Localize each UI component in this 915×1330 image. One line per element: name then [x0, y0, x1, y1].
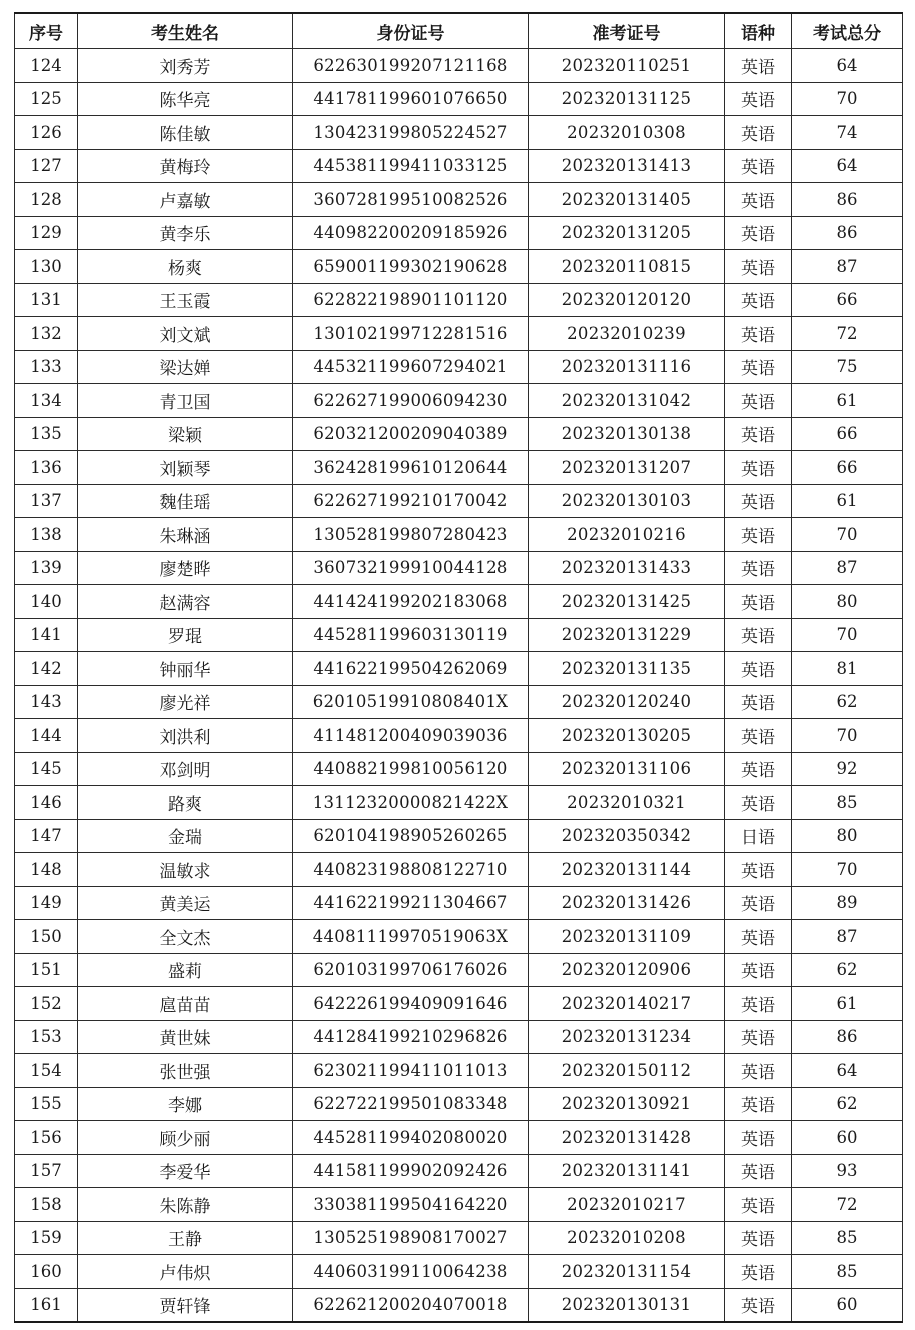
cell-ticket: 20232010216 [529, 518, 725, 552]
cell-seq: 134 [15, 384, 78, 418]
cell-ticket: 202320130921 [529, 1087, 725, 1121]
header-name: 考生姓名 [78, 13, 293, 49]
cell-ticket: 20232010321 [529, 786, 725, 820]
cell-score: 61 [792, 384, 903, 418]
cell-id-number: 441622199211304667 [293, 886, 529, 920]
cell-language: 英语 [725, 216, 792, 250]
table-row [15, 1255, 903, 1289]
cell-seq: 132 [15, 317, 78, 351]
cell-id-number: 411481200409039036 [293, 719, 529, 753]
cell-ticket: 202320150112 [529, 1054, 725, 1088]
cell-language: 英语 [725, 1121, 792, 1155]
cell-language: 英语 [725, 853, 792, 887]
cell-name: 邓剑明 [78, 752, 293, 786]
cell-language: 日语 [725, 819, 792, 853]
table-row [15, 1020, 903, 1054]
cell-seq: 161 [15, 1288, 78, 1322]
header-id-number: 身份证号 [293, 13, 529, 49]
cell-seq: 157 [15, 1154, 78, 1188]
table-row [15, 384, 903, 418]
cell-name: 刘颖琴 [78, 451, 293, 485]
table-row [15, 518, 903, 552]
cell-seq: 149 [15, 886, 78, 920]
cell-language: 英语 [725, 752, 792, 786]
cell-language: 英语 [725, 1221, 792, 1255]
table-row [15, 920, 903, 954]
cell-name: 王静 [78, 1221, 293, 1255]
cell-id-number: 622822198901101120 [293, 283, 529, 317]
cell-name: 黄梅玲 [78, 149, 293, 183]
cell-language: 英语 [725, 786, 792, 820]
cell-seq: 150 [15, 920, 78, 954]
table-row [15, 953, 903, 987]
table-row [15, 1288, 903, 1322]
cell-language: 英语 [725, 317, 792, 351]
cell-ticket: 20232010217 [529, 1188, 725, 1222]
cell-name: 廖光祥 [78, 685, 293, 719]
cell-language: 英语 [725, 82, 792, 116]
results-sheet [14, 12, 902, 1323]
cell-ticket: 202320131428 [529, 1121, 725, 1155]
table-row [15, 317, 903, 351]
cell-id-number: 622621200204070018 [293, 1288, 529, 1322]
cell-name: 梁颖 [78, 417, 293, 451]
table-row [15, 719, 903, 753]
cell-ticket: 202320131205 [529, 216, 725, 250]
cell-name: 贾轩锋 [78, 1288, 293, 1322]
cell-score: 87 [792, 250, 903, 284]
cell-language: 英语 [725, 1087, 792, 1121]
cell-id-number: 642226199409091646 [293, 987, 529, 1021]
cell-score: 85 [792, 1221, 903, 1255]
cell-score: 66 [792, 451, 903, 485]
header-language: 语种 [725, 13, 792, 49]
cell-ticket: 202320131109 [529, 920, 725, 954]
cell-id-number: 445381199411033125 [293, 149, 529, 183]
cell-id-number: 130528199807280423 [293, 518, 529, 552]
cell-id-number: 13112320000821422X [293, 786, 529, 820]
cell-seq: 128 [15, 183, 78, 217]
cell-score: 66 [792, 417, 903, 451]
cell-name: 青卫国 [78, 384, 293, 418]
cell-ticket: 202320120906 [529, 953, 725, 987]
cell-id-number: 620321200209040389 [293, 417, 529, 451]
cell-name: 扈苗苗 [78, 987, 293, 1021]
cell-ticket: 202320131426 [529, 886, 725, 920]
cell-language: 英语 [725, 551, 792, 585]
cell-seq: 156 [15, 1121, 78, 1155]
cell-name: 黄李乐 [78, 216, 293, 250]
cell-name: 黄世妹 [78, 1020, 293, 1054]
cell-name: 陈佳敏 [78, 116, 293, 150]
cell-seq: 160 [15, 1255, 78, 1289]
cell-seq: 130 [15, 250, 78, 284]
cell-ticket: 202320110251 [529, 49, 725, 83]
cell-seq: 152 [15, 987, 78, 1021]
cell-score: 62 [792, 685, 903, 719]
cell-ticket: 20232010239 [529, 317, 725, 351]
table-row [15, 551, 903, 585]
cell-score: 70 [792, 719, 903, 753]
cell-seq: 131 [15, 283, 78, 317]
cell-language: 英语 [725, 49, 792, 83]
cell-ticket: 202320130138 [529, 417, 725, 451]
cell-score: 70 [792, 518, 903, 552]
cell-score: 64 [792, 1054, 903, 1088]
cell-score: 62 [792, 1087, 903, 1121]
cell-seq: 137 [15, 484, 78, 518]
cell-score: 75 [792, 350, 903, 384]
cell-language: 英语 [725, 149, 792, 183]
table-row [15, 417, 903, 451]
cell-ticket: 202320120120 [529, 283, 725, 317]
cell-language: 英语 [725, 518, 792, 552]
table-row [15, 283, 903, 317]
cell-ticket: 202320131154 [529, 1255, 725, 1289]
table-row [15, 183, 903, 217]
table-row [15, 1121, 903, 1155]
cell-language: 英语 [725, 484, 792, 518]
cell-score: 70 [792, 853, 903, 887]
cell-id-number: 622722199501083348 [293, 1087, 529, 1121]
table-row [15, 652, 903, 686]
cell-seq: 154 [15, 1054, 78, 1088]
cell-name: 梁达婵 [78, 350, 293, 384]
cell-seq: 158 [15, 1188, 78, 1222]
cell-id-number: 362428199610120644 [293, 451, 529, 485]
cell-seq: 129 [15, 216, 78, 250]
cell-language: 英语 [725, 685, 792, 719]
cell-id-number: 441781199601076650 [293, 82, 529, 116]
table-row [15, 987, 903, 1021]
cell-name: 刘洪利 [78, 719, 293, 753]
cell-name: 路爽 [78, 786, 293, 820]
cell-seq: 136 [15, 451, 78, 485]
table-row [15, 618, 903, 652]
cell-seq: 125 [15, 82, 78, 116]
cell-name: 黄美运 [78, 886, 293, 920]
cell-name: 魏佳瑶 [78, 484, 293, 518]
cell-name: 钟丽华 [78, 652, 293, 686]
cell-name: 张世强 [78, 1054, 293, 1088]
cell-ticket: 202320131425 [529, 585, 725, 619]
cell-id-number: 130102199712281516 [293, 317, 529, 351]
cell-score: 70 [792, 82, 903, 116]
cell-seq: 141 [15, 618, 78, 652]
cell-score: 64 [792, 49, 903, 83]
table-row [15, 1087, 903, 1121]
cell-name: 刘文斌 [78, 317, 293, 351]
cell-seq: 144 [15, 719, 78, 753]
cell-name: 王玉霞 [78, 283, 293, 317]
cell-seq: 155 [15, 1087, 78, 1121]
cell-seq: 143 [15, 685, 78, 719]
cell-id-number: 441622199504262069 [293, 652, 529, 686]
table-row [15, 685, 903, 719]
header-seq: 序号 [15, 13, 78, 49]
table-body [15, 49, 903, 1323]
table-row [15, 1054, 903, 1088]
cell-id-number: 360732199910044128 [293, 551, 529, 585]
cell-ticket: 202320131229 [529, 618, 725, 652]
cell-score: 61 [792, 484, 903, 518]
cell-language: 英语 [725, 1255, 792, 1289]
cell-score: 81 [792, 652, 903, 686]
cell-score: 86 [792, 1020, 903, 1054]
cell-language: 英语 [725, 1154, 792, 1188]
cell-score: 74 [792, 116, 903, 150]
cell-seq: 146 [15, 786, 78, 820]
cell-seq: 126 [15, 116, 78, 150]
cell-ticket: 202320131116 [529, 350, 725, 384]
cell-language: 英语 [725, 116, 792, 150]
cell-id-number: 130525198908170027 [293, 1221, 529, 1255]
cell-ticket: 202320131433 [529, 551, 725, 585]
table-row [15, 1188, 903, 1222]
table-row [15, 149, 903, 183]
table-row [15, 585, 903, 619]
cell-name: 朱琳涵 [78, 518, 293, 552]
cell-language: 英语 [725, 953, 792, 987]
cell-id-number: 441581199902092426 [293, 1154, 529, 1188]
cell-ticket: 20232010208 [529, 1221, 725, 1255]
cell-language: 英语 [725, 920, 792, 954]
cell-score: 87 [792, 551, 903, 585]
cell-seq: 138 [15, 518, 78, 552]
cell-score: 86 [792, 183, 903, 217]
table-row [15, 1154, 903, 1188]
cell-ticket: 202320131405 [529, 183, 725, 217]
cell-name: 温敏求 [78, 853, 293, 887]
cell-ticket: 202320131141 [529, 1154, 725, 1188]
cell-seq: 135 [15, 417, 78, 451]
cell-score: 62 [792, 953, 903, 987]
cell-score: 72 [792, 1188, 903, 1222]
cell-id-number: 441284199210296826 [293, 1020, 529, 1054]
cell-seq: 151 [15, 953, 78, 987]
table-row [15, 786, 903, 820]
cell-id-number: 360728199510082526 [293, 183, 529, 217]
cell-seq: 145 [15, 752, 78, 786]
cell-seq: 127 [15, 149, 78, 183]
cell-score: 85 [792, 1255, 903, 1289]
table-row [15, 250, 903, 284]
cell-language: 英语 [725, 618, 792, 652]
cell-name: 金瑞 [78, 819, 293, 853]
cell-score: 66 [792, 283, 903, 317]
table-row [15, 886, 903, 920]
cell-name: 刘秀芳 [78, 49, 293, 83]
cell-name: 卢伟炽 [78, 1255, 293, 1289]
cell-seq: 139 [15, 551, 78, 585]
table-row [15, 82, 903, 116]
cell-language: 英语 [725, 183, 792, 217]
cell-id-number: 62010519910808401X [293, 685, 529, 719]
cell-score: 93 [792, 1154, 903, 1188]
cell-id-number: 440882199810056120 [293, 752, 529, 786]
cell-id-number: 620104198905260265 [293, 819, 529, 853]
cell-id-number: 622630199207121168 [293, 49, 529, 83]
cell-id-number: 445321199607294021 [293, 350, 529, 384]
cell-seq: 133 [15, 350, 78, 384]
header-score: 考试总分 [792, 13, 903, 49]
cell-language: 英语 [725, 1054, 792, 1088]
cell-score: 85 [792, 786, 903, 820]
cell-ticket: 202320350342 [529, 819, 725, 853]
cell-id-number: 622627199006094230 [293, 384, 529, 418]
cell-id-number: 440982200209185926 [293, 216, 529, 250]
cell-score: 72 [792, 317, 903, 351]
cell-score: 87 [792, 920, 903, 954]
cell-name: 全文杰 [78, 920, 293, 954]
cell-id-number: 440823198808122710 [293, 853, 529, 887]
cell-language: 英语 [725, 1288, 792, 1322]
cell-ticket: 202320120240 [529, 685, 725, 719]
cell-id-number: 445281199603130119 [293, 618, 529, 652]
cell-language: 英语 [725, 987, 792, 1021]
cell-name: 李爱华 [78, 1154, 293, 1188]
cell-ticket: 202320131234 [529, 1020, 725, 1054]
cell-language: 英语 [725, 350, 792, 384]
cell-ticket: 202320131106 [529, 752, 725, 786]
cell-seq: 148 [15, 853, 78, 887]
cell-seq: 147 [15, 819, 78, 853]
cell-name: 罗琨 [78, 618, 293, 652]
table-row [15, 451, 903, 485]
table-header [15, 13, 903, 49]
cell-seq: 124 [15, 49, 78, 83]
cell-seq: 153 [15, 1020, 78, 1054]
cell-language: 英语 [725, 250, 792, 284]
cell-seq: 159 [15, 1221, 78, 1255]
table-row [15, 853, 903, 887]
cell-language: 英语 [725, 1020, 792, 1054]
cell-name: 顾少丽 [78, 1121, 293, 1155]
cell-language: 英语 [725, 384, 792, 418]
cell-id-number: 622627199210170042 [293, 484, 529, 518]
table-row [15, 350, 903, 384]
table-row [15, 216, 903, 250]
cell-score: 60 [792, 1121, 903, 1155]
table-row [15, 49, 903, 83]
cell-ticket: 20232010308 [529, 116, 725, 150]
cell-score: 60 [792, 1288, 903, 1322]
cell-name: 李娜 [78, 1087, 293, 1121]
exam-results-table [14, 12, 903, 1323]
cell-ticket: 202320131207 [529, 451, 725, 485]
cell-name: 廖楚晔 [78, 551, 293, 585]
cell-id-number: 44081119970519063X [293, 920, 529, 954]
cell-score: 92 [792, 752, 903, 786]
cell-id-number: 130423199805224527 [293, 116, 529, 150]
cell-score: 70 [792, 618, 903, 652]
table-row [15, 752, 903, 786]
cell-name: 杨爽 [78, 250, 293, 284]
header-row [15, 13, 903, 49]
cell-language: 英语 [725, 652, 792, 686]
cell-language: 英语 [725, 719, 792, 753]
cell-ticket: 202320131135 [529, 652, 725, 686]
cell-seq: 142 [15, 652, 78, 686]
cell-language: 英语 [725, 451, 792, 485]
cell-language: 英语 [725, 886, 792, 920]
cell-ticket: 202320140217 [529, 987, 725, 1021]
cell-score: 80 [792, 585, 903, 619]
cell-ticket: 202320131042 [529, 384, 725, 418]
cell-id-number: 623021199411011013 [293, 1054, 529, 1088]
table-row [15, 1221, 903, 1255]
cell-id-number: 659001199302190628 [293, 250, 529, 284]
cell-score: 64 [792, 149, 903, 183]
table-row [15, 819, 903, 853]
cell-ticket: 202320130205 [529, 719, 725, 753]
cell-name: 卢嘉敏 [78, 183, 293, 217]
cell-ticket: 202320131144 [529, 853, 725, 887]
table-row [15, 484, 903, 518]
cell-name: 朱陈静 [78, 1188, 293, 1222]
header-ticket: 准考证号 [529, 13, 725, 49]
cell-ticket: 202320131125 [529, 82, 725, 116]
cell-id-number: 440603199110064238 [293, 1255, 529, 1289]
cell-language: 英语 [725, 1188, 792, 1222]
cell-id-number: 445281199402080020 [293, 1121, 529, 1155]
cell-name: 赵满容 [78, 585, 293, 619]
cell-ticket: 202320130103 [529, 484, 725, 518]
cell-ticket: 202320110815 [529, 250, 725, 284]
table-row [15, 116, 903, 150]
cell-score: 86 [792, 216, 903, 250]
cell-name: 陈华亮 [78, 82, 293, 116]
cell-score: 89 [792, 886, 903, 920]
cell-ticket: 202320130131 [529, 1288, 725, 1322]
cell-id-number: 330381199504164220 [293, 1188, 529, 1222]
cell-language: 英语 [725, 283, 792, 317]
cell-id-number: 620103199706176026 [293, 953, 529, 987]
cell-score: 61 [792, 987, 903, 1021]
cell-seq: 140 [15, 585, 78, 619]
cell-ticket: 202320131413 [529, 149, 725, 183]
cell-score: 80 [792, 819, 903, 853]
cell-language: 英语 [725, 585, 792, 619]
cell-language: 英语 [725, 417, 792, 451]
cell-name: 盛莉 [78, 953, 293, 987]
cell-id-number: 441424199202183068 [293, 585, 529, 619]
